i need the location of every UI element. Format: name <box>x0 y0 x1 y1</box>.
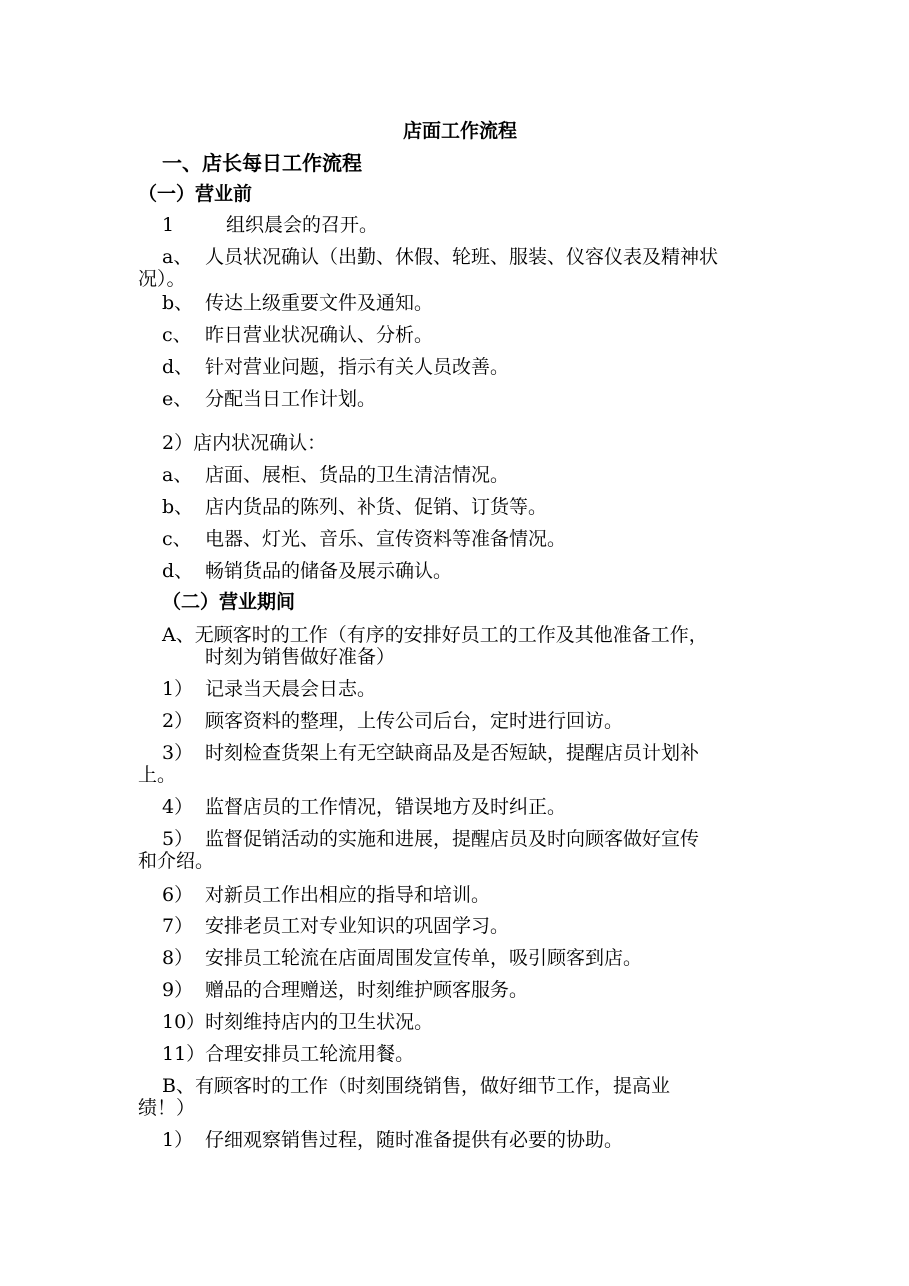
list-item-text: 昨日营业状况确认、分析。 <box>205 324 434 346</box>
list-item-text: 监督促销活动的实施和进展，提醒店员及时向顾客做好宣传 <box>205 828 700 850</box>
list-item-text: 赠品的合理赠送，时刻维护顾客服务。 <box>205 979 529 1001</box>
list-item-text: 顾客资料的整理，上传公司后台，定时进行回访。 <box>205 710 624 732</box>
list-number: 4） <box>162 796 194 818</box>
list-item-text: B、有顾客时的工作（时刻围绕销售，做好细节工作，提高业 <box>162 1075 670 1097</box>
list-marker: d、 <box>162 356 194 378</box>
list-number: 7） <box>162 915 194 937</box>
list-item-text: 记录当天晨会日志。 <box>205 678 377 700</box>
list-item-continuation: 和介绍。 <box>138 850 215 872</box>
subsection-heading: （一）营业前 <box>138 183 253 205</box>
list-number: 8） <box>162 947 194 969</box>
list-item-text: 分配当日工作计划。 <box>205 388 377 410</box>
list-marker: e、 <box>162 388 193 410</box>
list-item-text: 组织晨会的召开。 <box>226 214 379 236</box>
list-item-text: 畅销货品的储备及展示确认。 <box>205 560 453 582</box>
list-number: 5） <box>162 828 194 850</box>
list-item-text: 2）店内状况确认： <box>162 432 327 454</box>
list-item-text: 安排员工轮流在店面周围发宣传单，吸引顾客到店。 <box>205 947 643 969</box>
list-marker: a、 <box>162 246 193 268</box>
list-item-continuation: 时刻为销售做好准备） <box>205 646 396 668</box>
list-item-text: 店内货品的陈列、补货、促销、订货等。 <box>205 496 548 518</box>
list-item-continuation: 况）。 <box>138 268 186 290</box>
list-item-text: 针对营业问题，指示有关人员改善。 <box>205 356 510 378</box>
subsection-heading: （二）营业期间 <box>162 591 296 613</box>
list-marker: c、 <box>162 528 192 550</box>
list-number: 2） <box>162 710 194 732</box>
list-item-text: 人员状况确认（出勤、休假、轮班、服装、仪容仪表及精神状 <box>205 246 719 268</box>
list-item-text: 安排老员工对专业知识的巩固学习。 <box>205 915 510 937</box>
list-number: 3） <box>162 742 194 764</box>
list-item-text: 监督店员的工作情况，错误地方及时纠正。 <box>205 796 567 818</box>
list-item-text: 时刻检查货架上有无空缺商品及是否短缺，提醒店员计划补 <box>205 742 700 764</box>
list-number: 6） <box>162 884 194 906</box>
list-item-text: 传达上级重要文件及通知。 <box>205 292 434 314</box>
list-marker: d、 <box>162 560 194 582</box>
list-item-text: 店面、展柜、货品的卫生清洁情况。 <box>205 464 510 486</box>
list-marker: b、 <box>162 292 194 314</box>
list-item-text: 10）时刻维持店内的卫生状况。 <box>162 1011 434 1033</box>
list-number: 1） <box>162 1129 194 1151</box>
list-number: 9） <box>162 979 194 1001</box>
list-marker: c、 <box>162 324 192 346</box>
list-marker: b、 <box>162 496 194 518</box>
list-item-text: 对新员工作出相应的指导和培训。 <box>205 884 491 906</box>
page-title: 店面工作流程 <box>403 120 518 142</box>
list-item-continuation: 上。 <box>138 764 177 786</box>
list-number: 1 <box>162 214 175 236</box>
section-heading: 一、店长每日工作流程 <box>162 151 362 175</box>
list-number: 1） <box>162 678 194 700</box>
list-item-text: 仔细观察销售过程，随时准备提供有必要的协助。 <box>205 1129 624 1151</box>
list-item-text: A、无顾客时的工作（有序的安排好员工的工作及其他准备工作， <box>162 624 708 646</box>
list-item-text: 11）合理安排员工轮流用餐。 <box>162 1043 415 1065</box>
list-item-text: 电器、灯光、音乐、宣传资料等准备情况。 <box>205 528 567 550</box>
list-item-continuation: 绩！） <box>138 1097 196 1119</box>
list-marker: a、 <box>162 464 193 486</box>
